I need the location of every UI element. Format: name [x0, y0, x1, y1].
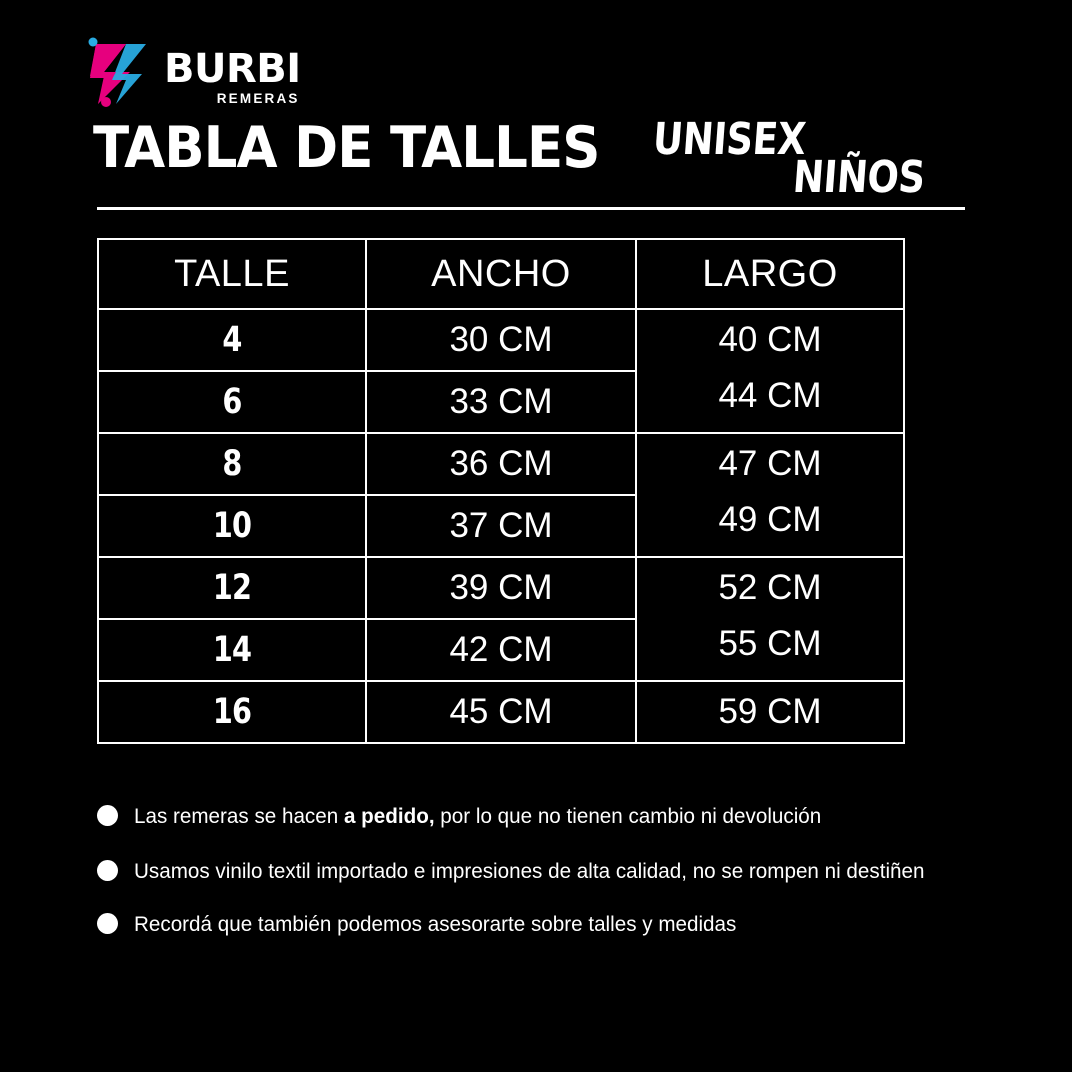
table-row	[98, 433, 904, 495]
table-row	[98, 557, 904, 619]
cell-talle: 6	[122, 371, 342, 433]
title-badge-unisex: UNISEX	[651, 114, 808, 165]
cell-talle: 8	[122, 433, 342, 495]
notes-list	[97, 802, 977, 965]
cell-largo: 40 CM	[636, 309, 904, 371]
cell-ancho: 39 CM	[366, 557, 636, 619]
cell-largo: 55 CM	[636, 613, 904, 675]
bullet-icon	[97, 860, 118, 881]
note-text: Usamos vinilo textil importado e impresiones de alta calidad, no se rompen ni destiñen	[134, 859, 925, 884]
bullet-icon	[97, 913, 118, 934]
cell-talle: 14	[122, 619, 342, 681]
title-main-text: TABLA DE TALLES	[93, 115, 600, 181]
bullet-icon	[97, 805, 118, 826]
cell-talle: 12	[122, 557, 342, 619]
list-item	[97, 910, 977, 939]
cell-ancho: 37 CM	[366, 495, 636, 557]
cell-largo: 44 CM	[636, 365, 904, 427]
cell-ancho: 45 CM	[366, 681, 636, 743]
table-header-row	[98, 239, 904, 309]
table-row	[98, 619, 904, 681]
cell-talle: 16	[122, 681, 342, 743]
cell-ancho: 42 CM	[366, 619, 636, 681]
brand-logo	[86, 36, 301, 110]
table-row	[98, 371, 904, 433]
brand-tagline: REMERAS	[216, 91, 300, 107]
title-divider	[97, 207, 965, 210]
cell-ancho: 33 CM	[366, 371, 636, 433]
note-prefix: Las remeras se hacen	[134, 804, 344, 828]
burbi-b-logo-icon	[86, 36, 160, 110]
column-header-ancho: ANCHO	[366, 239, 636, 309]
title-badge-ninos: NIÑOS	[791, 152, 927, 203]
brand-name: BURBI	[164, 46, 301, 92]
cell-largo: 52 CM	[636, 557, 904, 619]
cell-talle: 4	[122, 309, 342, 371]
table-row	[98, 681, 904, 743]
cell-talle: 10	[122, 495, 342, 557]
table-row	[98, 495, 904, 557]
page-title	[93, 114, 983, 204]
column-header-largo: LARGO	[636, 239, 904, 309]
cell-largo: 59 CM	[636, 681, 904, 743]
note-text: Recordá que también podemos asesorarte sobre talles y medidas	[134, 912, 737, 937]
size-chart-table	[97, 238, 905, 744]
cell-largo: 49 CM	[636, 489, 904, 551]
note-bold: a pedido,	[343, 804, 435, 828]
note-suffix: por lo que no tienen cambio ni devolución	[434, 804, 822, 828]
list-item	[97, 857, 977, 886]
cell-largo: 47 CM	[636, 433, 904, 495]
table-row	[98, 309, 904, 371]
cell-ancho: 36 CM	[366, 433, 636, 495]
note-text	[134, 802, 821, 831]
cell-ancho: 30 CM	[366, 309, 636, 371]
list-item	[97, 802, 977, 831]
column-header-talle: TALLE	[98, 239, 366, 309]
